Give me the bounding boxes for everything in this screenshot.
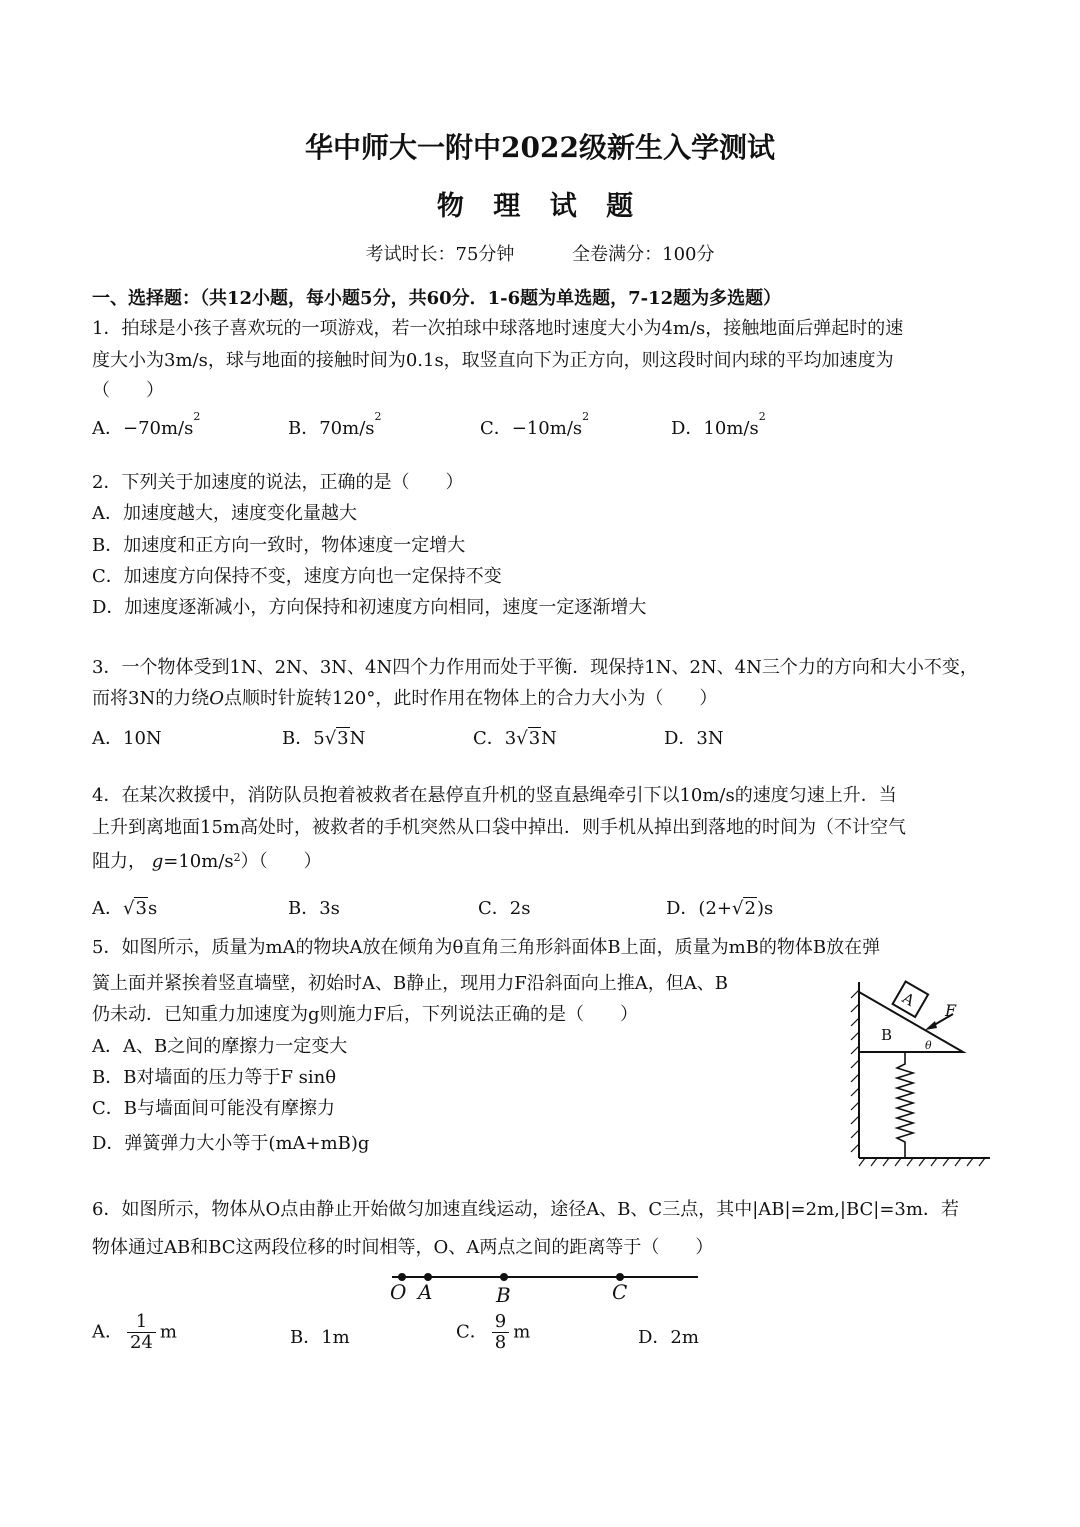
q4-option-d: D．(2+√2)s	[666, 898, 774, 919]
section-heading: 一、选择题：（共12小题，每小题5分，共60分．1-6题为单选题，7-12题为多选题）	[92, 288, 782, 309]
q3-line-2-a: 而将3N的力绕	[92, 688, 210, 709]
q3-option-d: D．3N	[664, 728, 724, 749]
page-title: 华中师大一附中2022级新生入学测试	[305, 131, 775, 164]
q5-line-2: 簧上面并紧挨着竖直墙壁，初始时A、B静止，现用力F沿斜面向上推A，但A、B	[92, 973, 728, 994]
q1-option-b	[288, 410, 382, 440]
q5-option-d: D．弹簧弹力大小等于(mA+mB)g	[92, 1133, 370, 1154]
block-a-label: A	[899, 988, 918, 1010]
q1-exponent: 2	[193, 410, 201, 423]
q4-option-b: B．3s	[288, 898, 340, 919]
q1-option-a	[92, 410, 201, 440]
q4-line-1: 4．在某次救援中，消防队员抱着被救者在悬停直升机的竖直悬绳牵引下以10m/s的速度匀速上升．当	[92, 785, 897, 806]
q6-option-c-unit: m	[513, 1321, 531, 1343]
q6-option-a-denominator: 24	[130, 1332, 153, 1353]
q3-option-c-coef: C．3	[473, 728, 517, 749]
q2-stem: 2．下列关于加速度的说法，正确的是（ ）	[92, 472, 464, 493]
q1-line-2: 度大小为3m/s，球与地面的接触时间为0.1s，取竖直向下为正方向，则这段时间内球的平均加速度为	[92, 350, 894, 371]
q2-option-b: B．加速度和正方向一致时，物体速度一定增大	[92, 535, 466, 556]
q2-option-c: C．加速度方向保持不变，速度方向也一定保持不变	[92, 566, 502, 587]
q4-option-a-unit: s	[147, 898, 158, 919]
q3-option-c: C．3√3N	[473, 728, 557, 749]
q3-point-o: O	[209, 688, 224, 709]
q6-option-c	[456, 1312, 530, 1353]
q6-option-c-label: C．	[456, 1321, 488, 1343]
q6-option-c-fraction	[492, 1312, 509, 1353]
block-a	[893, 981, 929, 1017]
q3-option-a: A．10N	[92, 728, 162, 749]
q1-option-b-text: B．70m/s	[288, 418, 375, 439]
q4-option-d-radicand: 2	[744, 898, 756, 919]
point-o-label: O	[390, 1280, 407, 1304]
q1-exponent: 2	[758, 410, 766, 423]
q6-option-a-unit: m	[159, 1321, 177, 1343]
angle-label: θ	[925, 1039, 932, 1052]
q6-option-a-numerator: 1	[127, 1312, 156, 1333]
q4-option-c: C．2s	[478, 898, 531, 919]
q5-option-c: C．B与墙面间可能没有摩擦力	[92, 1098, 335, 1119]
q1-option-c	[480, 410, 590, 440]
q1-option-c-text: C．−10m/s	[480, 418, 583, 439]
q4-line-2: 上升到离地面15m高处时，被救者的手机突然从口袋中掉出．则手机从掉出到落地的时间为（不计空气	[92, 817, 906, 838]
q3-option-b: B．5√3N	[282, 728, 366, 749]
q6-option-a-label: A．	[92, 1321, 123, 1343]
q6-option-c-denominator: 8	[494, 1332, 507, 1353]
q4-line-3-b: =10m/s	[163, 851, 234, 872]
q6-option-a-fraction	[127, 1312, 156, 1353]
q3-line-1: 3．一个物体受到1N、2N、3N、4N四个力作用而处于平衡．现保持1N、2N、4N三个力的方向和大小不变，	[92, 657, 978, 678]
q1-exponent: 2	[582, 410, 590, 423]
q3-option-c-unit: N	[541, 728, 557, 749]
q6-option-b: B．1m	[290, 1327, 350, 1348]
q3-option-b-coef: B．5	[282, 728, 325, 749]
q5-line-3: 仍未动．已知重力加速度为g则施力F后，下列说法正确的是（ ）	[92, 1004, 639, 1025]
q4-exponent: 2	[233, 851, 241, 864]
q6-figure	[380, 1268, 710, 1308]
force-label: F	[945, 1001, 957, 1020]
q2-option-a: A．加速度越大，速度变化量越大	[92, 503, 357, 524]
q6-option-a	[92, 1312, 177, 1353]
q4-option-d-label: D．(2+	[666, 898, 732, 919]
q2-option-d: D．加速度逐渐减小，方向保持和初速度方向相同，速度一定逐渐增大	[92, 597, 647, 618]
q1-line-3: （ ）	[92, 380, 164, 401]
q6-option-c-numerator: 9	[492, 1312, 509, 1333]
q3-line-2-b: 点顺时针旋转120°，此时作用在物体上的合力大小为（ ）	[223, 688, 718, 709]
q1-option-d	[671, 410, 766, 440]
exam-full-score: 全卷满分：100分	[572, 244, 715, 265]
exam-info	[0, 240, 1080, 266]
wedge-b-label: B	[881, 1026, 893, 1044]
point-c-label: C	[612, 1280, 628, 1304]
point-b-label: B	[496, 1283, 511, 1307]
exam-duration: 考试时长：75分钟	[365, 244, 515, 265]
q4-line-3-a: 阻力，	[92, 851, 146, 872]
q5-line-1: 5．如图所示，质量为mA的物块A放在倾角为θ直角三角形斜面体B上面，质量为mB的物体B放在弹	[92, 937, 881, 958]
q5-option-a: A．A、B之间的摩擦力一定变大	[92, 1036, 348, 1057]
wall-hatching	[851, 990, 859, 1152]
spring	[897, 1052, 913, 1158]
q4-g-symbol: g	[151, 851, 164, 872]
q5-option-b: B．B对墙面的压力等于F sinθ	[92, 1067, 337, 1088]
q4-line-3	[92, 851, 322, 873]
q3-option-b-unit: N	[349, 728, 366, 749]
point-a-label: A	[418, 1280, 433, 1304]
q4-option-a-radicand: 3	[135, 898, 147, 919]
q6-option-d: D．2m	[638, 1327, 699, 1348]
q1-option-a-text: A．−70m/s	[92, 418, 194, 439]
q1-exponent: 2	[374, 410, 382, 423]
q6-line-1: 6．如图所示，物体从O点由静止开始做匀加速直线运动，途径A、B、C三点，其中|AB|=2m,|BC|=3m．若	[92, 1199, 959, 1220]
q4-option-a: A．√3s	[92, 898, 158, 919]
floor-hatching	[859, 1158, 985, 1166]
page-subtitle: 物 理 试 题	[436, 191, 644, 222]
q4-option-a-label: A．	[92, 898, 123, 919]
q6-line-2: 物体通过AB和BC这两段位移的时间相等，O、A两点之间的距离等于（ ）	[92, 1237, 714, 1258]
q3-option-b-radicand: 3	[337, 728, 349, 749]
q4-line-3-c: ）（ ）	[240, 851, 322, 872]
q4-option-d-unit: )s	[756, 898, 774, 919]
force-arrowhead	[925, 1021, 937, 1030]
q1-option-d-text: D．10m/s	[671, 418, 759, 439]
q1-line-1: 1．拍球是小孩子喜欢玩的一项游戏，若一次拍球中球落地时速度大小为4m/s，接触地面后弹起时的速	[92, 318, 904, 339]
q3-line-2	[92, 688, 717, 710]
q3-option-c-radicand: 3	[528, 728, 541, 749]
point-b	[500, 1273, 508, 1281]
q5-figure	[845, 972, 995, 1172]
